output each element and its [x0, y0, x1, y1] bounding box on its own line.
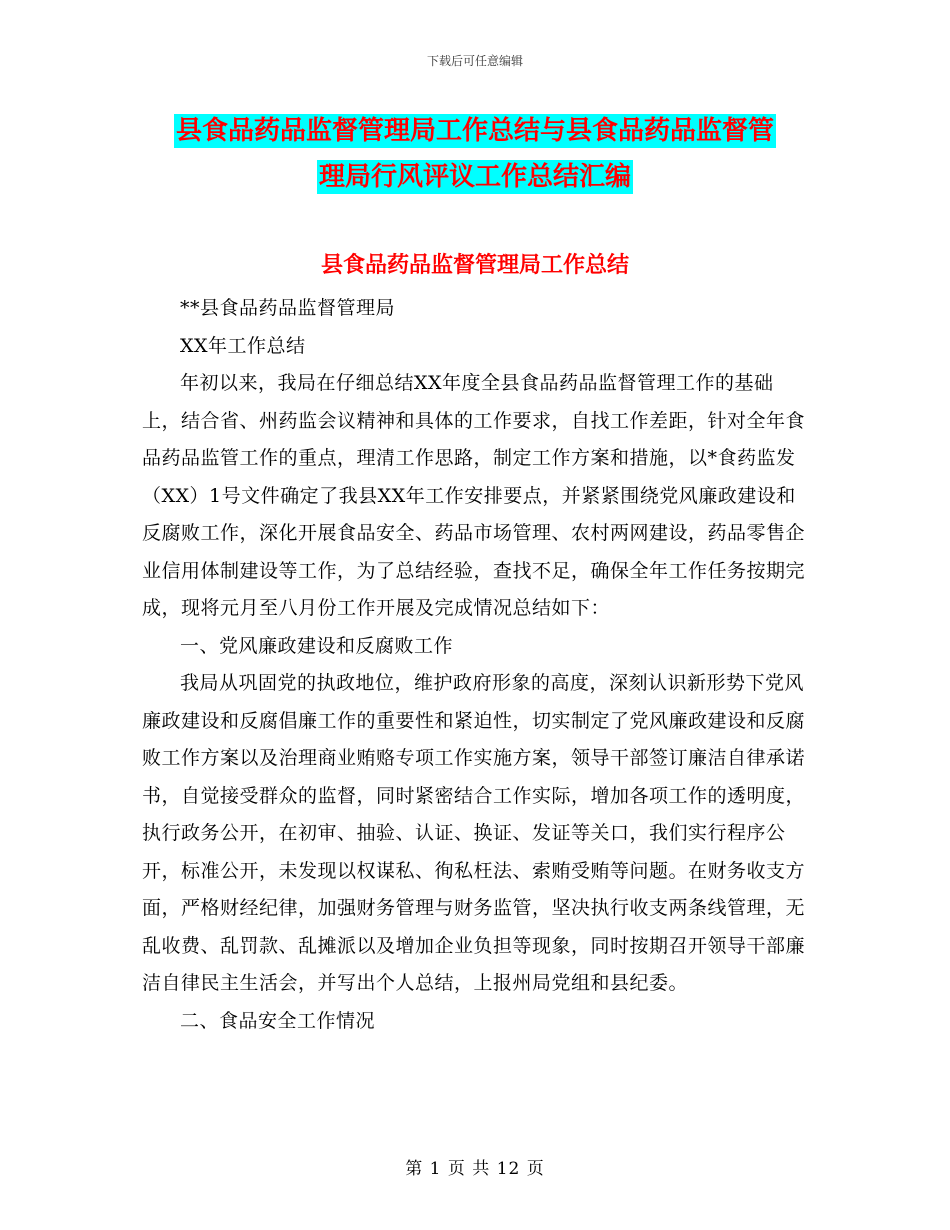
document-title-line-1: 县食品药品监督管理局工作总结与县食品药品监督管	[175, 116, 774, 146]
paragraph-intro: 年初以来，我局在仔细总结XX年度全县食品药品监督管理工作的基础上，结合省、州药监会议精神和具体的工作要求，自找工作差距，针对全年食品药品监管工作的重点，理清工作思路，制定工作方案和措施，以*食药监发（XX）1号文件确定了我县XX年工作安排要点，并紧紧围绕党风廉政建设和反腐败工作，深化开展食品安全、药品市场管理、农村两网建设，药品零售企业信用体制建设等工作，为了总结经验，查找不足，确保全年工作任务按期完成，现将元月至八月份工作开展及完成情况总结如下：	[142, 372, 806, 619]
paragraph-org-name: **县食品药品监督管理局	[180, 297, 396, 319]
paragraph-heading-2: 二、食品安全工作情况	[180, 1009, 376, 1032]
paragraph-heading-1: 一、党风廉政建设和反腐败工作	[180, 634, 454, 657]
document-title	[0, 108, 950, 200]
page-footer: 第 1 页 共 12 页	[405, 1159, 545, 1179]
document-title-line-2: 理局行风评议工作总结汇编	[318, 162, 631, 192]
section-title: 县食品药品监督管理局工作总结	[320, 253, 629, 278]
paragraph-subtitle: XX年工作总结	[180, 334, 306, 357]
paragraph-section-1: 我局从巩固党的执政地位，维护政府形象的高度，深刻认识新形势下党风廉政建设和反腐倡廉工作的重要性和紧迫性，切实制定了党风廉政建设和反腐败工作方案以及治理商业贿赂专项工作实施方案，领导干部签订廉洁自律承诺书，自觉接受群众的监督，同时紧密结合工作实际，增加各项工作的透明度，执行政务公开，在初审、抽验、认证、换证、发证等关口，我们实行程序公开，标准公开，未发现以权谋私、徇私枉法、索贿受贿等问题。在财务收支方面，严格财经纪律，加强财务管理与财务监管，坚决执行收支两条线管理，无乱收费、乱罚款、乱摊派以及增加企业负担等现象，同时按期召开领导干部廉洁自律民主生活会，并写出个人总结，上报州局党组和县纪委。	[142, 672, 806, 994]
document-body	[142, 290, 810, 1040]
header-note: 下载后可任意编辑	[426, 54, 523, 68]
